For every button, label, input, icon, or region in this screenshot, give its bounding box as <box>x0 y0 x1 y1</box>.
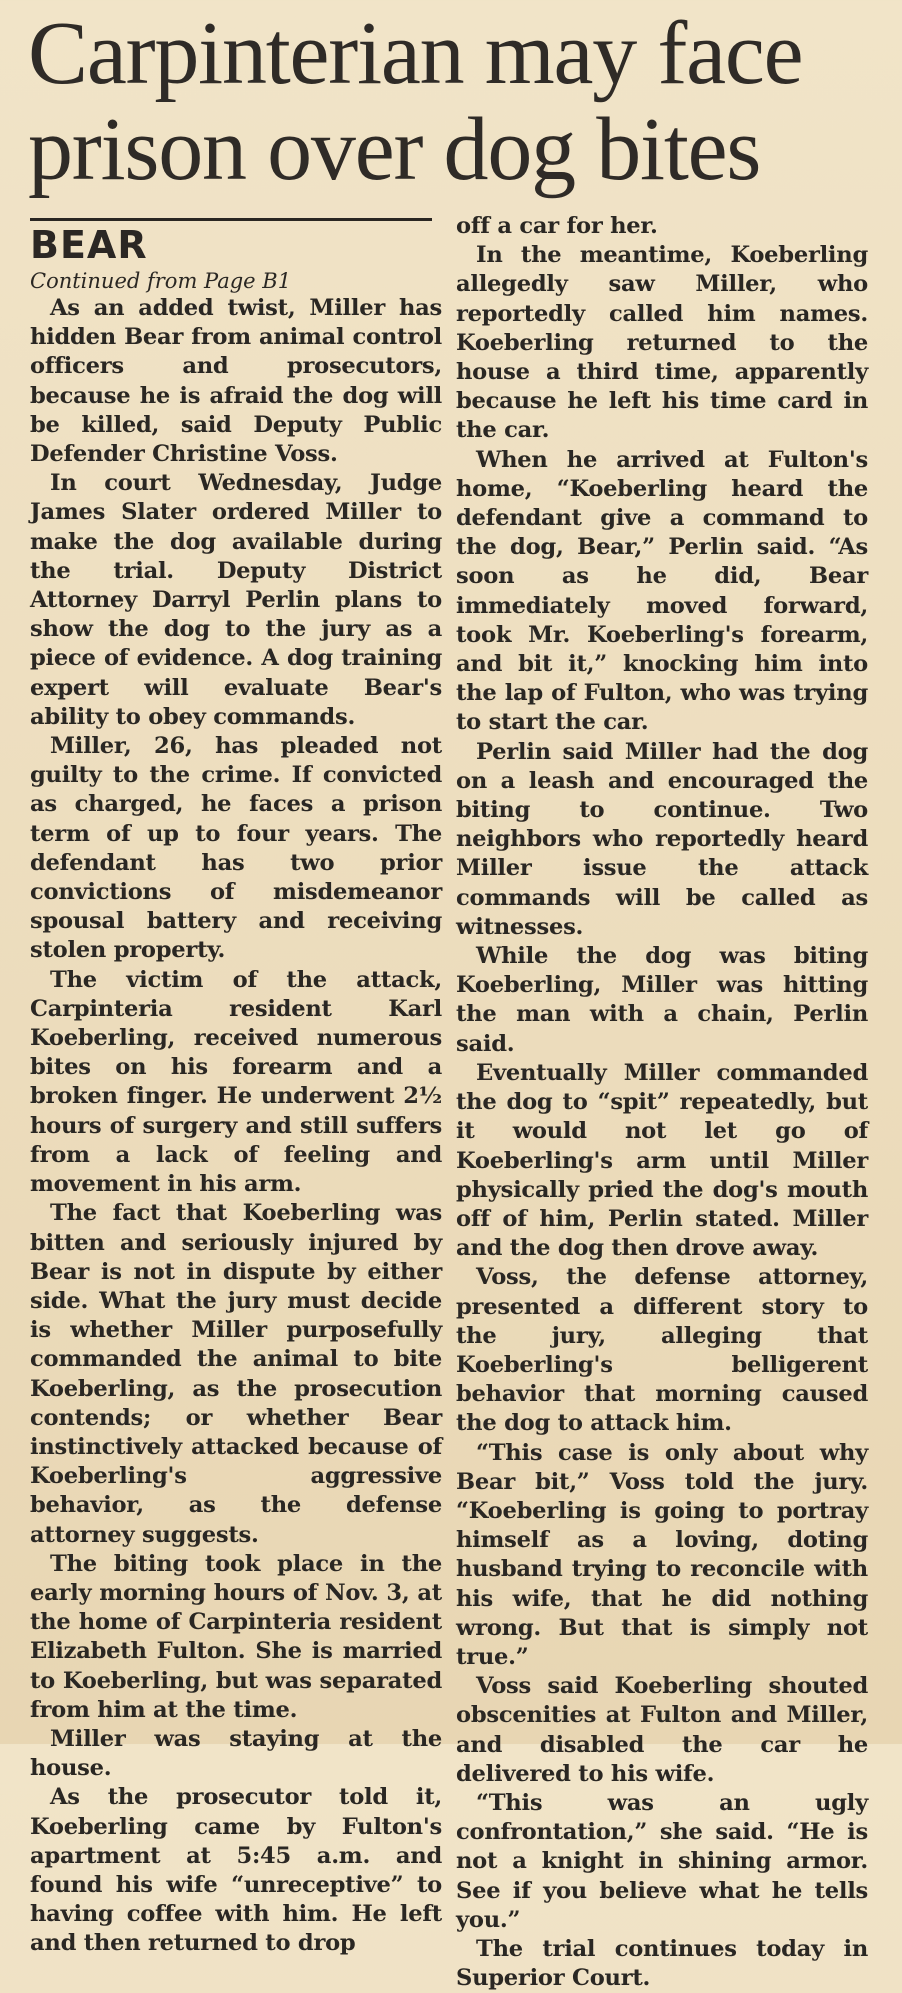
paragraph: While the dog was biting Koeberling, Miller was hitting the man with a chain, Perlin said. <box>456 943 868 1057</box>
paragraph: “This was an ugly confrontation,” she said. “He is not a knight in shining armor. See if you believe what he tells you.” <box>456 1789 868 1933</box>
paragraph: Miller, 26, has pleaded not guilty to the crime. If convicted as charged, he faces a prison term of up to four years. The defendant has two prior convictions of misdemeanor spousal battery and receiving stolen property. <box>30 733 442 964</box>
paragraph: The biting took place in the early morning hours of Nov. 3, at the home of Carpinteria resident Elizabeth Fulton. She is married to Koeberling, but was separated from him at the time. <box>30 1550 442 1723</box>
paragraph: In the meantime, Koeberling allegedly saw Miller, who reportedly called him names. Koeberling returned to the house a third time, apparently because he left his time card in the car. <box>456 242 868 444</box>
paragraph: As an added twist, Miller has hidden Bear from animal control officers and prosecutors, because he is afraid the dog will be killed, said Deputy Public Defender Christine Voss. <box>30 295 442 468</box>
paragraph: Voss said Koeberling shouted obscenities at Fulton and Miller, and disabled the car he delivered to his wife. <box>456 1673 868 1787</box>
headline: Carpinterian may face prison over dog bites <box>28 4 803 199</box>
paragraph: Eventually Miller commanded the dog to “spit” repeatedly, but it would not let go of Koeberling's arm until Miller physically pried the dog's mouth off of him, Perlin stated. Miller and the dog then drove away. <box>456 1059 868 1262</box>
jump-word: BEAR <box>30 223 148 267</box>
paragraph-continuation: off a car for her. <box>456 213 658 239</box>
paragraph: The trial continues today in Superior Court. <box>456 1935 868 1992</box>
continued-from-line: Continued from Page B1 <box>30 269 292 293</box>
paragraph: Miller was staying at the house. <box>30 1725 442 1782</box>
headline-rule <box>30 218 432 221</box>
paragraph: When he arrived at Fulton's home, “Koeberling heard the defendant give a command to the dog, Bear,” Perlin said. “As soon as he did, Bear immediately moved forward, took Mr. Koeberling's forearm, and bit it,” knocking him into the lap of Fulton, who was trying to start the car. <box>456 446 868 736</box>
paragraph: Perlin said Miller had the dog on a leash and encouraged the biting to continue. Two neighbors who reportedly heard Miller issue the attack commands will be called as witnesses. <box>456 738 868 940</box>
paragraph: Voss, the defense attorney, presented a different story to the jury, alleging that Koeberling's belligerent behavior that morning caused the dog to attack him. <box>456 1264 868 1437</box>
right-column <box>456 212 868 1993</box>
paragraph: The fact that Koeberling was bitten and seriously injured by Bear is not in dispute by either side. What the jury must decide is whether Miller purposefully commanded the animal to bite Koeberling, as the prosecution contends; or whether Bear instinctively attacked because of Koeberling's aggressive behavior, as the defense attorney suggests. <box>30 1200 442 1548</box>
paragraph: “This case is only about why Bear bit,” Voss told the jury. “Koeberling is going to portray himself as a loving, doting husband trying to reconcile with his wife, that he did nothing wrong. But that is simply not true.” <box>456 1439 868 1670</box>
paragraph: The victim of the attack, Carpinteria resident Karl Koeberling, received numerous bites on his forearm and a broken finger. He underwent 2½ hours of surgery and still suffers from a lack of feeling and movement in his arm. <box>30 966 442 1198</box>
left-column <box>30 222 442 1959</box>
paragraph: As the prosecutor told it, Koeberling came by Fulton's apartment at 5:45 a.m. and found his wife “unreceptive” to having coffee with him. He left and then returned to drop <box>30 1784 442 1957</box>
paragraph: In court Wednesday, Judge James Slater ordered Miller to make the dog available during the trial. Deputy District Attorney Darryl Perlin plans to show the dog to the jury as a piece of evidence. A dog training expert will evaluate Bear's ability to obey commands. <box>30 470 442 730</box>
